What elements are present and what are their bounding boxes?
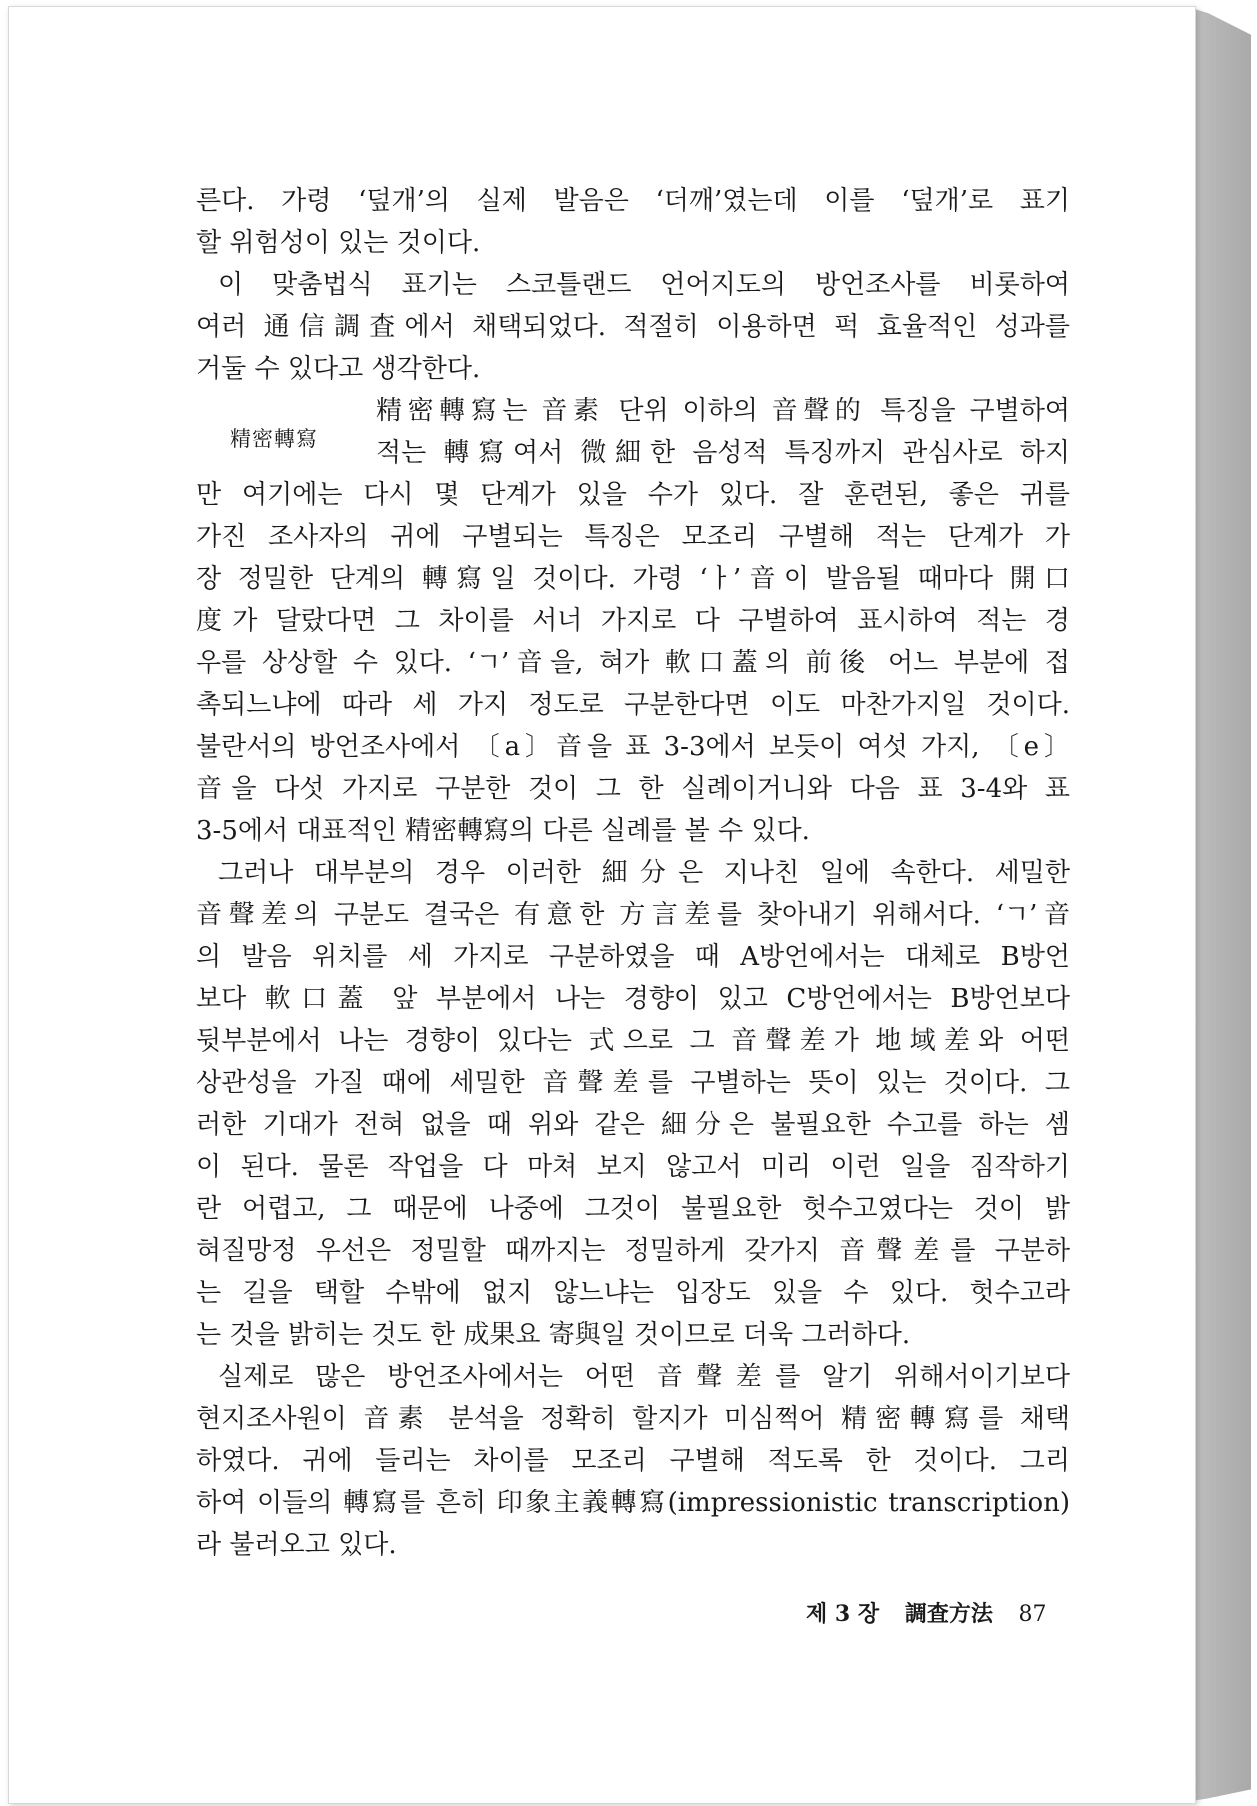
text-line: 度가 달랐다면 그 차이를 서너 가지로 다 구별하여 표시하여 적는 경 <box>196 606 1070 636</box>
text-line: 라 불러오고 있다. <box>196 1530 397 1560</box>
text-line: 러한 기대가 전혀 없을 때 위와 같은 細分은 불필요한 수고를 하는 셈 <box>196 1110 1070 1140</box>
text-line: 하였다. 귀에 들리는 차이를 모조리 구별해 적도록 한 것이다. 그리 <box>196 1446 1070 1476</box>
text-line: 는 길을 택할 수밖에 없지 않느냐는 입장도 있을 수 있다. 헛수고라 <box>196 1278 1070 1308</box>
text-line: 혀질망정 우선은 정밀할 때까지는 정밀하게 갖가지 音聲差를 구분하 <box>196 1236 1070 1266</box>
text-line: 우를 상상할 수 있다. ‘ㄱ’音을, 혀가 軟口蓋의 前後 어느 부분에 접 <box>196 648 1070 678</box>
text-line: 거둘 수 있다고 생각한다. <box>196 354 481 384</box>
text-line: 그러나 대부분의 경우 이러한 細分은 지나친 일에 속한다. 세밀한 <box>218 858 1070 888</box>
text-line: 른다. 가령 ‘덮개’의 실제 발음은 ‘더깨’였는데 이를 ‘덮개’로 표기 <box>196 186 1070 216</box>
page-number: 87 <box>1018 1602 1047 1627</box>
text-line: 장 정밀한 단계의 轉寫일 것이다. 가령 ‘ㅏ’音이 발음될 때마다 開口 <box>196 564 1070 594</box>
text-line: 적는 轉寫여서 微細한 음성적 특징까지 관심사로 하지 <box>376 438 1070 468</box>
margin-heading: 精密轉寫 <box>230 427 318 451</box>
running-footer <box>806 1597 1047 1628</box>
text-line: 실제로 많은 방언조사에서는 어떤 音聲差를 알기 위해서이기보다 <box>218 1362 1070 1392</box>
text-line: 이 된다. 물론 작업을 다 마쳐 보지 않고서 미리 이런 일을 짐작하기 <box>196 1152 1070 1182</box>
section-title: 調査方法 <box>904 1601 993 1627</box>
text-line: 가진 조사자의 귀에 구별되는 특징은 모조리 구별해 적는 단계가 가 <box>196 522 1070 552</box>
text-line: 뒷부분에서 나는 경향이 있다는 式으로 그 音聲差가 地域差와 어떤 <box>196 1026 1070 1056</box>
text-line: 3-5에서 대표적인 精密轉寫의 다른 실례를 볼 수 있다. <box>196 816 810 846</box>
text-line: 촉되느냐에 따라 세 가지 정도로 구분한다면 이도 마찬가지일 것이다. <box>196 690 1070 720</box>
text-line: 불란서의 방언조사에서 〔a〕音을 표 3-3에서 보듯이 여섯 가지, 〔e〕 <box>196 732 1070 762</box>
text-line: 는 것을 밝히는 것도 한 成果요 寄與일 것이므로 더욱 그러하다. <box>196 1320 911 1350</box>
text-line: 여러 通信調査에서 채택되었다. 적절히 이용하면 퍽 효율적인 성과를 <box>196 312 1070 342</box>
text-line: 音聲差의 구분도 결국은 有意한 方言差를 찾아내기 위해서다. ‘ㄱ’音 <box>196 900 1070 930</box>
body-text <box>196 180 1070 1566</box>
text-line: 하여 이들의 轉寫를 흔히 印象主義轉寫(impressionistic transcription) <box>196 1488 1070 1518</box>
text-line: 이 맞춤법식 표기는 스코틀랜드 언어지도의 방언조사를 비롯하여 <box>218 270 1070 300</box>
chapter-label: 제 3 장 <box>806 1601 880 1627</box>
text-line: 할 위험성이 있는 것이다. <box>196 228 481 258</box>
text-line: 보다 軟口蓋 앞 부분에서 나는 경향이 있고 C방언에서는 B방언보다 <box>196 984 1070 1014</box>
text-line: 현지조사원이 音素 분석을 정확히 할지가 미심쩍어 精密轉寫를 채택 <box>196 1404 1070 1434</box>
text-line: 상관성을 가질 때에 세밀한 音聲差를 구별하는 뜻이 있는 것이다. 그 <box>196 1068 1070 1098</box>
text-line: 音을 다섯 가지로 구분한 것이 그 한 실례이거니와 다음 표 3-4와 표 <box>196 774 1070 804</box>
text-line: 의 발음 위치를 세 가지로 구분하였을 때 A방언에서는 대체로 B방언 <box>196 942 1070 972</box>
text-line: 란 어렵고, 그 때문에 나중에 그것이 불필요한 헛수고였다는 것이 밝 <box>196 1194 1070 1224</box>
text-line: 만 여기에는 다시 몇 단계가 있을 수가 있다. 잘 훈련된, 좋은 귀를 <box>196 480 1070 510</box>
text-line: 精密轉寫는 音素 단위 이하의 音聲的 특징을 구별하여 <box>376 396 1070 426</box>
